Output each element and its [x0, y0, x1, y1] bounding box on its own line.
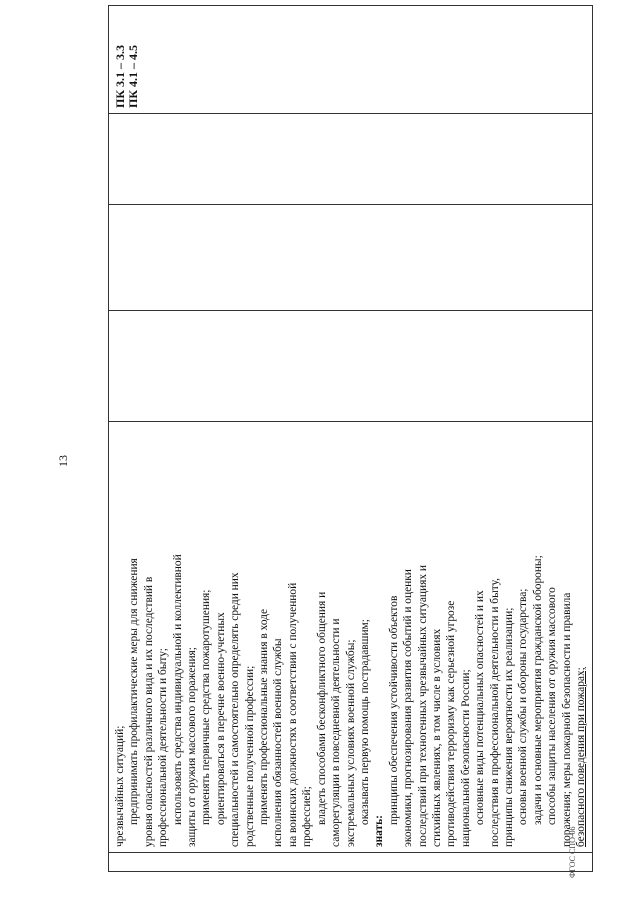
text-line: экономики, прогнозирования развития событий и оценки [402, 569, 415, 847]
text-line: уровня опасностей различного вида и их последствий в [142, 576, 155, 847]
text-line: владеть способами бесконфликтного общения и [315, 591, 328, 825]
text-line: последствия в профессиональной деятельности и быту, [488, 578, 501, 847]
text-line: предпринимать профилактические меры для снижения [128, 558, 141, 825]
footer-code: ФГОС СПО-06 [568, 826, 577, 878]
text-line: задачи и основные мероприятия гражданской обороны; [531, 555, 544, 825]
text-line: стихийных явлениях, в том числе в условиях [430, 628, 443, 847]
index-cell [109, 853, 593, 872]
text-line: родственные полученной профессии; [243, 665, 256, 847]
text-line: профессиональной деятельности и быту; [157, 648, 170, 847]
competency-code: ПК 3.1 – 3.3 [113, 44, 127, 108]
text-line: использовать средства индивидуальной и коллективной [171, 554, 184, 825]
text-line: основные виды потенциальных опасностей и их [474, 590, 487, 825]
text-line: исполнения обязанностей военной службы [272, 638, 285, 847]
text-line: ориентироваться в перечне военно-учетных [214, 612, 227, 825]
hours-max-cell [109, 205, 593, 311]
text-line: саморегуляции в повседневной деятельности и [330, 618, 343, 847]
text-line: специальностей и самостоятельно определять среди них [229, 572, 242, 847]
text-line: применять профессиональные знания в ходе [258, 608, 271, 825]
hours-min-cell [109, 114, 593, 205]
requirements-cell [109, 422, 593, 853]
text-line: поражения; меры пожарной безопасности и правила [560, 592, 573, 847]
text-line: национальной безопасности России; [459, 669, 472, 847]
text-line: основы военной службы и обороны государства; [517, 588, 530, 825]
text-line: последствий при техногенных чрезвычайных ситуациях и [416, 564, 429, 847]
standards-table [108, 5, 593, 872]
text-line: противодействия терроризму как серьезной угрозе [445, 600, 458, 847]
table-row [109, 6, 593, 872]
text-line: способы защиты населения от оружия массового [546, 587, 559, 825]
rotated-page [50, 22, 590, 882]
text-line: безопасного поведения при пожарах; [575, 667, 587, 847]
text-line: оказывать первую помощь пострадавшим; [358, 619, 371, 825]
requirements-text [113, 427, 588, 847]
text-line: принципы обеспечения устойчивости объектов [387, 595, 400, 825]
text-line: принципы снижения вероятности их реализации; [502, 607, 515, 847]
competencies-cell [109, 6, 593, 114]
text-line: на воинских должностях в соответствии с полученной [286, 582, 299, 847]
text-line: защиты от оружия массового поражения; [186, 647, 199, 847]
text-line: знать: [373, 815, 386, 847]
text-line: профессией; [301, 786, 314, 847]
discipline-name-cell [109, 311, 593, 422]
competency-code: ПК 4.1 – 4.5 [126, 44, 140, 108]
text-line: экстремальных условиях военной службы; [344, 639, 357, 847]
text-line: чрезвычайных ситуаций; [114, 725, 126, 847]
page-number: 13 [56, 455, 70, 467]
text-line: применять первичные средства пожаротушения; [200, 589, 213, 825]
